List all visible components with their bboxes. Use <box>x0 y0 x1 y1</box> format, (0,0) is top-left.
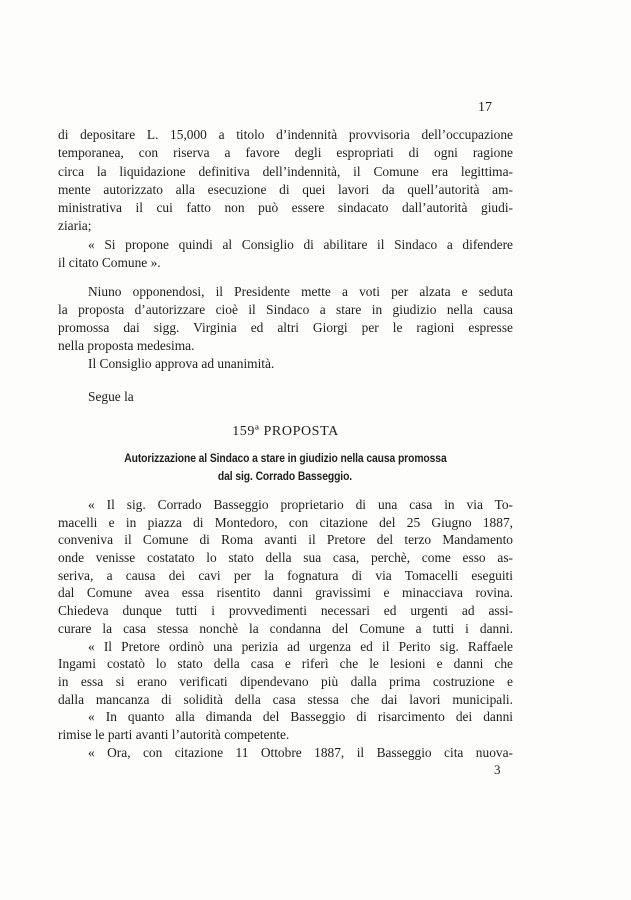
text-line: dal Comune avea essa risentito danni gravissimi e minacciava rovina. <box>58 585 513 601</box>
text-line: di depositare L. 15,000 a titolo d’indennità provvisoria dell’occupazione <box>58 127 513 142</box>
text-line: ministrativa il cui fatto non può essere sindacato dall’autorità giudi- <box>58 200 513 216</box>
continued-paragraph <box>58 126 513 272</box>
text-line: la proposta d’autorizzare cioè il Sindaco a stare in giudizio nella causa <box>58 302 513 317</box>
heading-line <box>0 467 571 485</box>
minutes-paragraph <box>58 283 513 373</box>
text-line: promossa dai sigg. Virginia ed altri Giorgi per le ragioni espresse <box>58 320 513 335</box>
page-number: 17 <box>478 100 492 115</box>
text-line: circa la liquidazione definitiva dell’indennità, il Comune era legittima- <box>58 163 513 179</box>
text-line: seriva, a causa dei cavi per la fognatura di via Tomacelli eseguiti <box>58 567 513 583</box>
signature-mark: 3 <box>494 762 501 777</box>
text-line: rimise le parti avanti l’autorità competente. <box>58 726 290 742</box>
text-line: mente autorizzato alla esecuzione di quei lavori da quell’autorità am- <box>58 181 513 197</box>
text-line: « Il Pretore ordinò una perizia ad urgenza ed il Perito sig. Raffaele <box>88 638 513 654</box>
proposal-body <box>58 496 513 761</box>
text-line: macelli e in piazza di Montedoro, con citazione del 25 Giugno 1887, <box>58 514 513 530</box>
text-line: « Si propone quindi al Consiglio di abilitare il Sindaco a difendere <box>88 236 513 252</box>
text-line: conveniva il Comune di Roma avanti il Pretore del terzo Mandamento <box>58 532 513 548</box>
text-line: Niuno opponendosi, il Presidente mette a voti per alzata e seduta <box>88 284 513 299</box>
text-line: Chiedeva dunque tutti i provvedimenti necessari ed urgenti ad assi- <box>58 603 513 619</box>
text-line: « Il sig. Corrado Basseggio proprietario di una casa in via To- <box>88 497 513 512</box>
text-line: il citato Comune ». <box>58 255 161 271</box>
text-line: dalla mancanza di solidità della casa stessa che dai lavori municipali. <box>58 691 513 707</box>
text-line: « In quanto alla dimanda del Basseggio di risarcimento dei danni <box>88 709 513 725</box>
text-line: curare la casa stessa nonchè la condanna del Comune a tutti i danni. <box>58 620 513 636</box>
text-line: temporanea, con riserva a favore degli espropriati di ogni ragione <box>58 145 513 161</box>
text-line: onde venisse costatato lo stato della sua casa, perchè, come esso as- <box>58 550 513 566</box>
transition-text: Segue la <box>88 389 134 404</box>
heading-line <box>0 449 571 467</box>
text-line: Il Consiglio approva ad unanimità. <box>88 356 275 371</box>
text-line: in essa si erano verificati dipendevano più dalla prima costruzione e <box>58 673 513 689</box>
text-line: Ingami costatò lo stato della casa e riferì che le lesioni e danni che <box>58 656 513 672</box>
text-line: ziaria; <box>58 218 92 234</box>
text-line: nella proposta medesima. <box>58 338 195 353</box>
heading-line-text: Autorizzazione al Sindaco a stare in giudizio nella causa promossa <box>124 451 447 465</box>
heading-line-text: dal sig. Corrado Basseggio. <box>218 469 353 483</box>
proposal-number-title: 159ª PROPOSTA <box>232 424 339 439</box>
text-line: « Ora, con citazione 11 Ottobre 1887, il Basseggio cita nuova- <box>88 744 513 760</box>
proposal-heading <box>0 449 571 485</box>
